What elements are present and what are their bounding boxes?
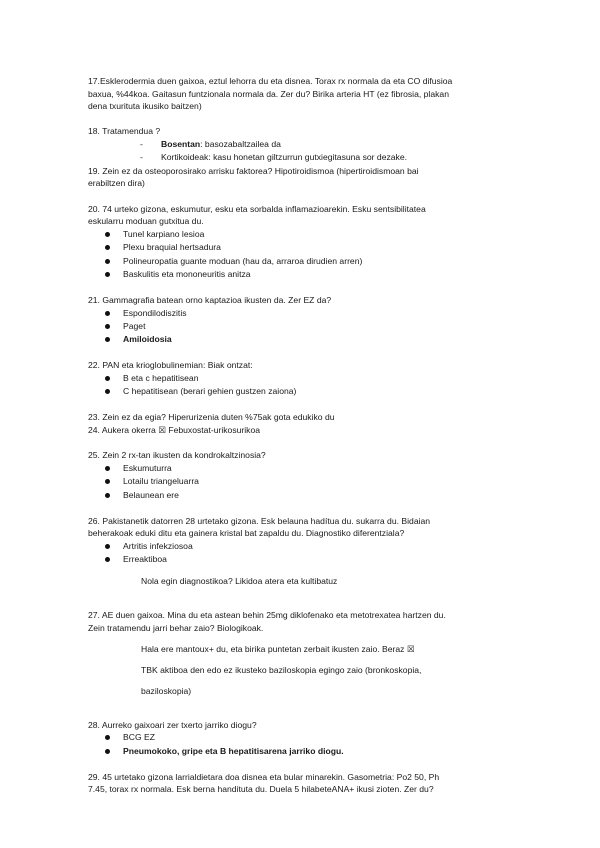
- q17-line-2: baxua, %44koa. Gaitasun funtzionala normala da. Zer du? Birika arteria HT (ez fibrosia, plakan: [88, 88, 449, 99]
- q18-title: 18. Tratamendua ?: [88, 126, 161, 137]
- list-item: B eta c hepatitisean: [88, 372, 518, 385]
- q28-list: [88, 731, 518, 758]
- list-item: Eskumuturra: [88, 462, 518, 475]
- list-item: BCG EZ: [88, 731, 518, 744]
- q26-line-2: beherakoak eduki ditu eta gainera kristal bat zapaldu du. Diagnostiko diferentziala?: [88, 528, 405, 539]
- list-item-answer: Pneumokoko, gripe eta B hepatitisarena jarriko diogu.: [88, 745, 518, 758]
- q27-sub-2: TBK aktiboa den edo ez ikusteko baziloskopia egingo zaio (bronkoskopia,: [141, 664, 422, 675]
- list-item: Tunel karpiano lesioa: [88, 228, 518, 241]
- q27-line-2: Zein tratamendu jarri behar zaio? Biologikoak.: [88, 622, 264, 633]
- list-item: Espondilodiszitis: [88, 307, 518, 320]
- list-item: C hepatitisean (berari gehien gustzen zaiona): [88, 385, 518, 398]
- list-item: Baskulitis eta mononeuritis anitza: [88, 268, 518, 281]
- document-page: [88, 75, 518, 796]
- list-item: - Kortikoideak: kasu honetan giltzurrun gutxiegitasuna sor dezake.: [88, 151, 518, 164]
- q19-line-2: erabiltzen dira): [88, 178, 145, 189]
- list-item: Plexu braquial hertsadura: [88, 241, 518, 254]
- q29-line-2: 7.45, torax rx normala. Esk berna handituta du. Duela 5 hilabeteANA+ ikusi zioten. Zer du?: [88, 784, 434, 795]
- q23-line: 23. Zein ez da egia? Hiperurizenia duten %75ak gota edukiko du: [88, 412, 335, 423]
- q17-line-3: dena txurituta ikusiko baitzen): [88, 101, 202, 112]
- q25-title: 25. Zein 2 rx-tan ikusten da kondrokaltzinosia?: [88, 450, 266, 461]
- list-item: - Bosentan: basozabaltzailea da: [88, 138, 518, 151]
- q26-sub: Nola egin diagnostikoa? Likidoa atera eta kultibatuz: [141, 576, 338, 587]
- list-item: Belaunean ere: [88, 489, 518, 502]
- list-item: Paget: [88, 320, 518, 333]
- q22-title: 22. PAN eta krioglobulinemian: Biak ontzat:: [88, 360, 253, 371]
- q18-list: [88, 138, 518, 165]
- q27-sub-3: baziloskopia): [141, 686, 192, 697]
- q20-line-2: eskularru moduan gutxitua du.: [88, 216, 204, 227]
- q27-line-1: 27. AE duen gaixoa. Mina du eta astean behin 25mg diklofenako eta metotrexatea hartzen du.: [88, 609, 446, 620]
- q24-line: 24. Aukera okerra ☒ Febuxostat-urikosurikoa: [88, 424, 261, 435]
- q22-list: [88, 372, 518, 399]
- q19-line-1: 19. Zein ez da osteoporosirako arrisku faktorea? Hipotiroidismoa (hipertiroidismoan bai: [88, 165, 419, 176]
- q26-line-1: 26. Pakistanetik datorren 28 urtetako gizona. Esk belauna hadítua du. sukarra du. Bidaian: [88, 515, 431, 526]
- list-item: Lotailu triangeluarra: [88, 475, 518, 488]
- q28-title: 28. Aurreko gaixoari zer txerto jarriko diogu?: [88, 719, 257, 730]
- q29-line-1: 29. 45 urtetako gizona larrialdietara doa disnea eta bular minarekin. Gasometria: Po2 50, Ph: [88, 771, 440, 782]
- q27-sub-1: Hala ere mantoux+ du, eta birika puntetan zerbait ikusten zaio. Beraz ☒: [141, 643, 415, 654]
- list-item-answer: Amiloidosia: [88, 333, 518, 346]
- q20-list: [88, 228, 518, 282]
- q20-line-1: 20. 74 urteko gizona, eskumutur, esku eta sorbalda inflamazioarekin. Esku sentsibilitatea: [88, 203, 426, 214]
- q21-title: 21. Gammagrafia batean orno kaptazioa ikusten da. Zer EZ da?: [88, 294, 332, 305]
- q25-list: [88, 462, 518, 502]
- list-item: Artritis infekziosoa: [88, 540, 518, 553]
- list-item: Erreaktiboa: [88, 553, 518, 566]
- q17-line-1: 17.Esklerodermia duen gaixoa, eztul lehorra du eta disnea. Torax rx normala da eta CO difusioa: [88, 76, 453, 86]
- list-item: Polineuropatia guante moduan (hau da, arraroa dirudien arren): [88, 255, 518, 268]
- q26-list: [88, 540, 518, 567]
- q21-list: [88, 307, 518, 347]
